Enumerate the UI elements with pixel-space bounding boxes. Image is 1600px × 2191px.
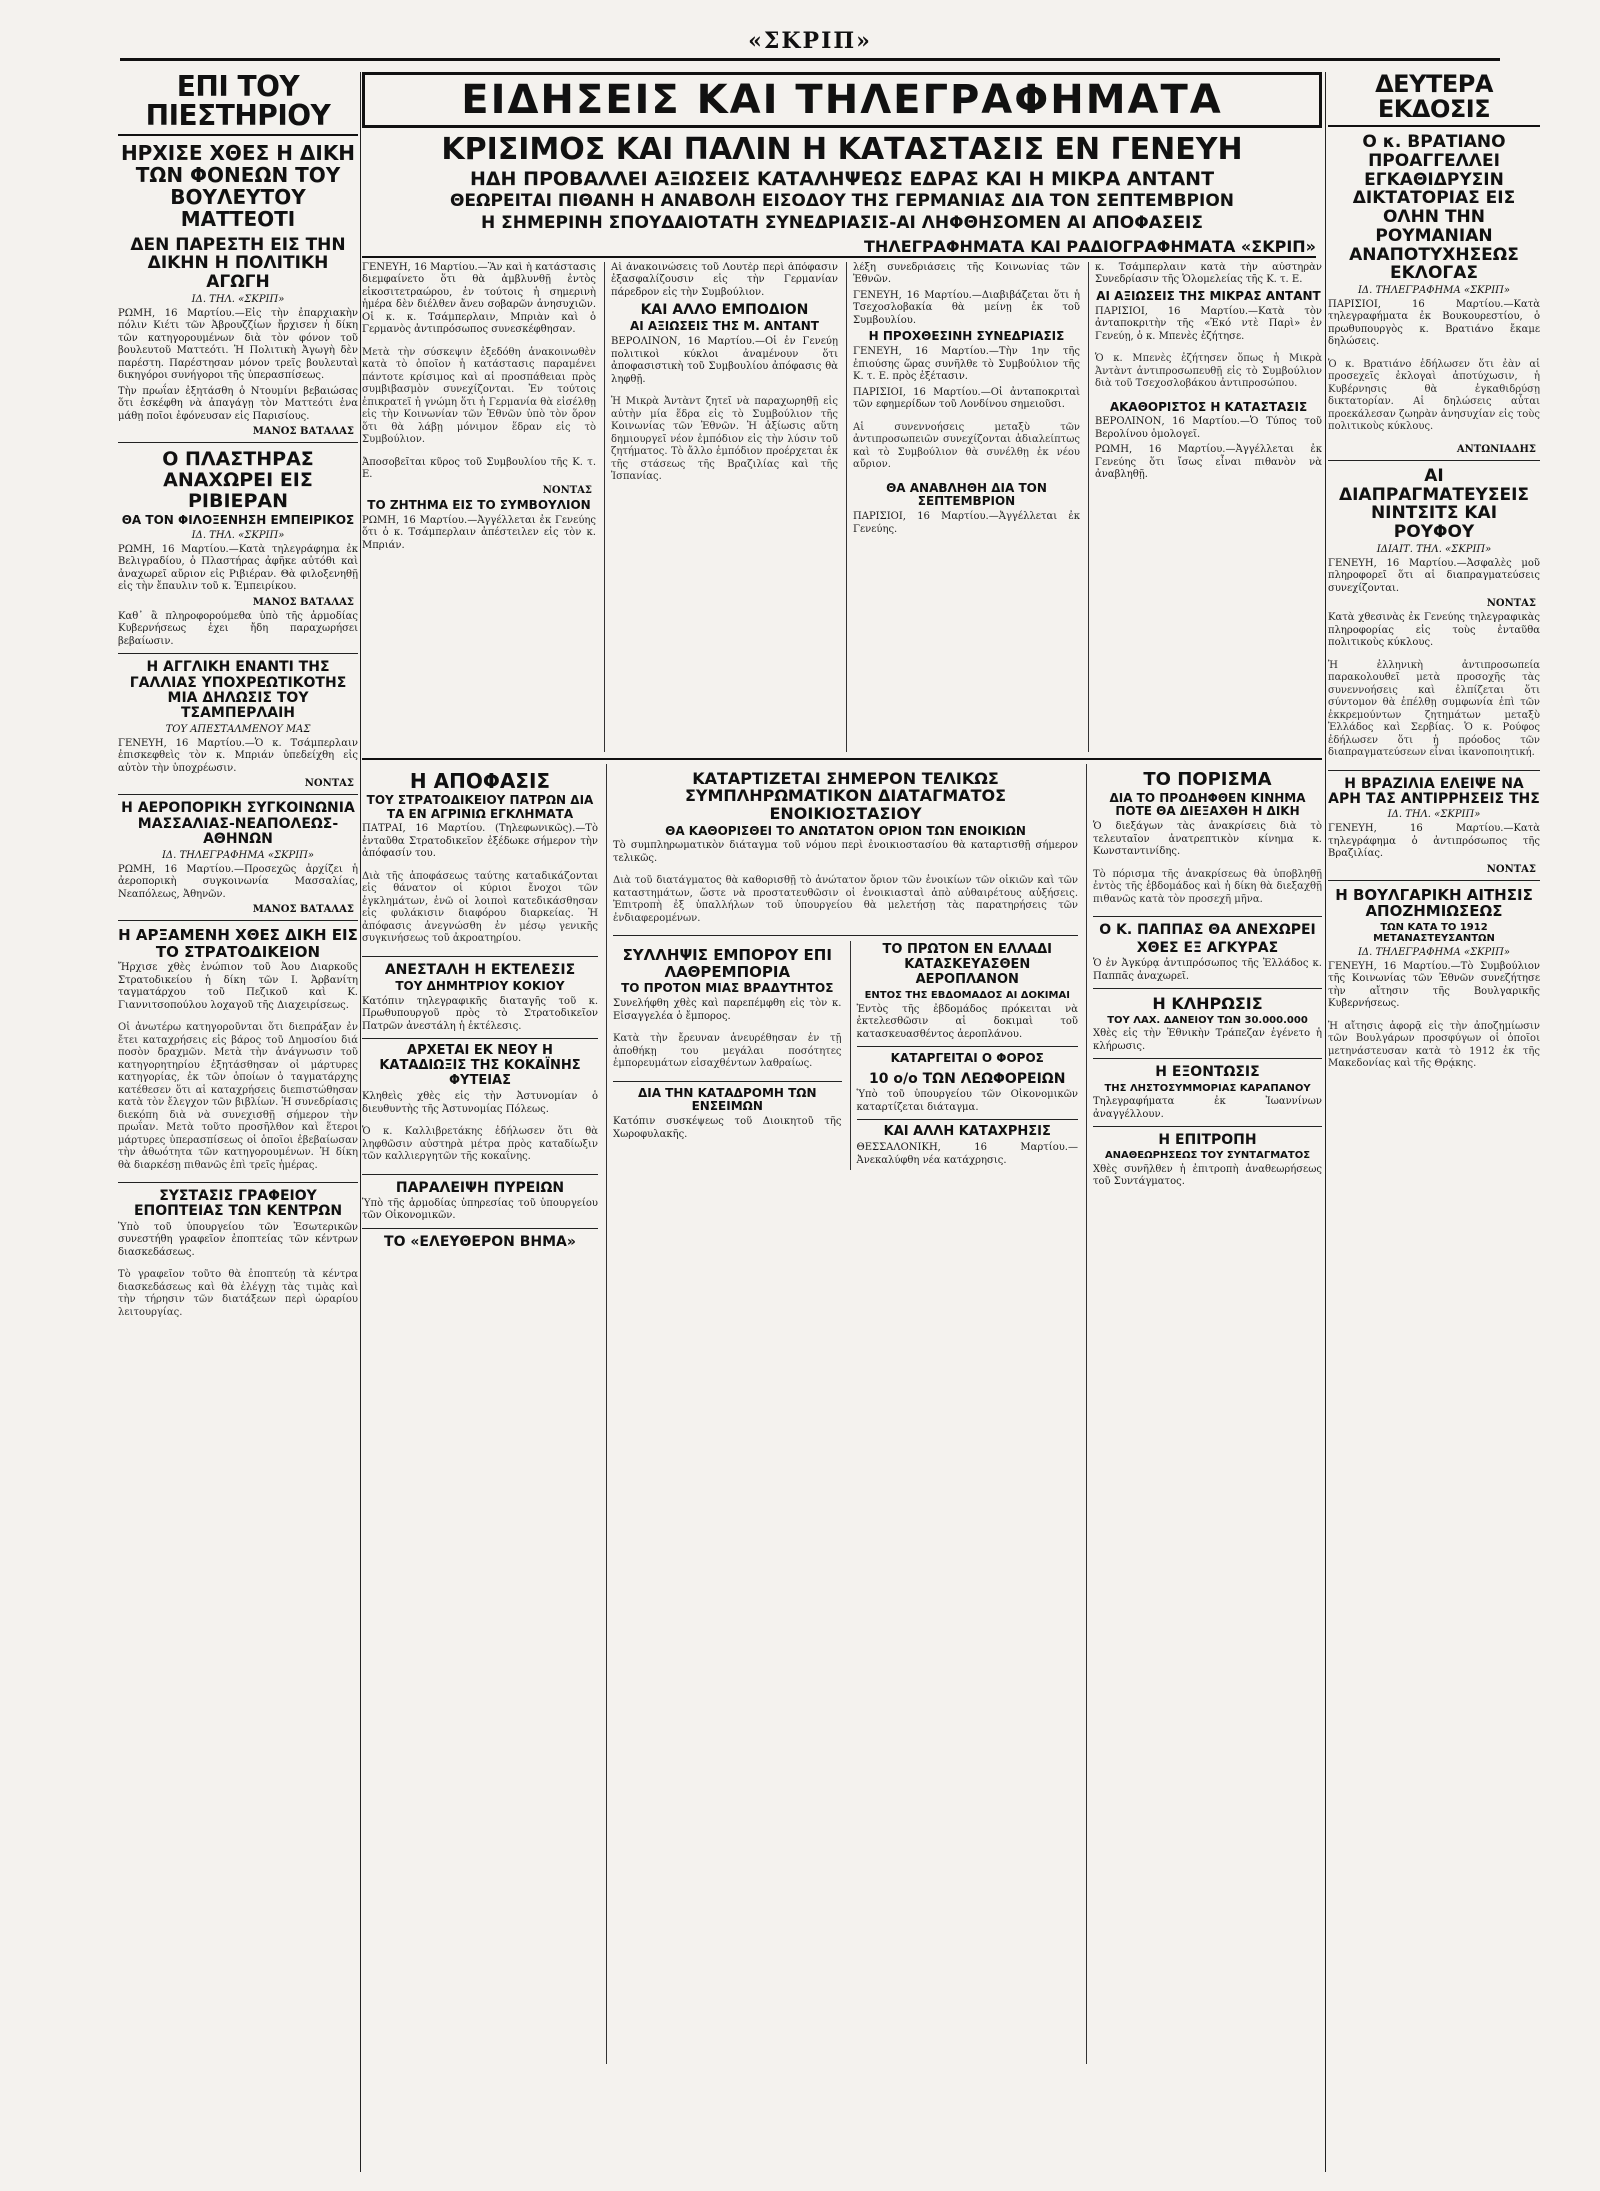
- article-text: Κληθεὶς χθὲς εἰς τὴν Ἀστυνομίαν ὁ διευθυντὴς τῆς Ἀστυνομίας Πόλεως.: [362, 1091, 598, 1115]
- subheadline: 10 ο/ο ΤΩΝ ΛΕΩΦΟΡΕΙΩΝ: [869, 1070, 1066, 1087]
- article-body: Τὸ γραφεῖον τοῦτο θὰ ἐποπτεύῃ τὰ κέντρα διασκεδάσεως καὶ θὰ ἐλέγχῃ τὰς τιμὰς καὶ τὴν τήρησιν τῶν διατάξεων περὶ ὡραρίου λειτουργίας.: [118, 1269, 358, 1318]
- telegram-column: [362, 262, 596, 752]
- right-section-title: ΔΕΥΤΕΡΑ ΕΚΔΟΣΙΣ: [1328, 72, 1540, 127]
- article-body: Διὰ τοῦ διατάγματος θὰ καθορισθῇ τὸ ἀνώτατον ὅριον τῶν ἐνοικίων τῶν οἰκιῶν καὶ τῶν καταστημάτων, ὥστε νὰ προστατευθῶσιν οἱ ἐνοικιασταὶ ἀπὸ αὐθαιρέτους αὐξήσεις. Ἐπιτροπὴ ἐξ ὑπαλλήλων τοῦ ὑπουργείου θὰ μελετήσῃ τὰς παρατηρήσεις τῶν ἐνδιαφερομένων.: [613, 875, 1078, 924]
- left-column: [118, 72, 358, 2172]
- article-text: Τηλεγραφήματα ἐκ Ἰωαννίνων ἀναγγέλλουν.: [1093, 1096, 1322, 1120]
- byline: ΜΑΝΟΣ ΒΑΤΑΛΑΣ: [252, 596, 354, 608]
- headline-tax: ΚΑΤΑΡΓΕΙΤΑΙ Ο ΦΟΡΟΣ: [890, 1051, 1044, 1066]
- article-text: κ. Τσάμπερλαιν κατὰ τὴν αὐστηρὰν Συνεδρίασιν τῆς Ὁλομελείας τῆς Κ. τ. Ε.: [1095, 261, 1322, 286]
- headline-committee: Η ΕΠΙΤΡΟΠΗ: [1158, 1132, 1257, 1149]
- left-section-title: ΕΠΙ ΤΟΥ ΠΙΕΣΤΗΡΙΟΥ: [118, 72, 358, 136]
- headline-pappas: Ο Κ. ΠΑΠΠΑΣ ΘΑ ΑΝΕΧΩΡΕΙ: [1099, 922, 1316, 939]
- article-text: Ὑπὸ τοῦ ὑπουργείου τῶν Ἐσωτερικῶν συνεστήθη γραφεῖον ἐποπτείας τῶν κέντρων διασκεδάσεως.: [118, 1221, 358, 1258]
- headline-court-martial: Η ΑΡΞΑΜΕΝΗ ΧΘΕΣ ΔΙΚΗ ΕΙΣ ΤΟ ΣΤΡΑΤΟΔΙΚΕΙΟΝ: [118, 926, 358, 961]
- divider: [613, 935, 1078, 936]
- main-subheadline: Η ΣΗΜΕΡΙΝΗ ΣΠΟΥΔΑΙΟΤΑΤΗ ΣΥΝΕΔΡΙΑΣΙΣ-ΑΙ ΛΗΦΘΗΣΟΜΕΝ ΑΙ ΑΠΟΦΑΣΕΙΣ: [481, 213, 1203, 234]
- article-text: Τὴν πρωΐαν ἐξητάσθη ὁ Ντουμίνι βεβαιώσας ὅτι ἐσκέφθη νὰ ἀπαγάγῃ τὸν Ματτεότι ἐνα μάθῃ ποῖοι ἐφόνευσαν εἰς Παρισίους.: [118, 385, 358, 422]
- article-text: Χθὲς συνῆλθεν ἡ ἐπιτροπὴ ἀναθεωρήσεως τοῦ Συντάγματος.: [1093, 1163, 1322, 1188]
- masthead-title: «ΣΚΡΙΠ»: [748, 28, 872, 54]
- headline-bandits: Η ΕΞΟΝΤΩΣΙΣ: [1155, 1064, 1260, 1081]
- headline-abuse: ΚΑΙ ΑΛΛΗ ΚΑΤΑΧΡΗΣΙΣ: [883, 1124, 1051, 1140]
- article-text: Τὸ συμπληρωματικὸν διάταγμα τοῦ νόμου περὶ ἐνοικιοστασίου θὰ καταρτισθῇ σήμερον τελικῶς.: [613, 840, 1078, 864]
- main-subheadline: ΗΔΗ ΠΡΟΒΑΛΛΕΙ ΑΞΙΩΣΕΙΣ ΚΑΤΑΛΗΨΕΩΣ ΕΔΡΑΣ ΚΑΙ Η ΜΙΚΡΑ ΑΝΤΑΝΤ: [469, 167, 1215, 190]
- headline-stay: ΑΝΕΣΤΑΛΗ Η ΕΚΤΕΛΕΣΙΣ: [384, 961, 576, 978]
- article-text: Ἐντὸς τῆς ἐβδομάδος πρόκειται νὰ ἐκτελεσθῶσιν αἱ δοκιμαὶ τοῦ κατασκευασθέντος ἀεροπλάνου.: [856, 1003, 1078, 1040]
- article-text: ΓΕΝΕΥΗ, 16 Μαρτίου.—Ἂν καὶ ἡ κατάστασις διεμφαίνετο ὅτι θὰ ἀμβλυνθῇ ἐντὸς εἰκοσιτετραώρου, ἐν τούτοις ἡ σημερινὴ ἡμέρα δὲν διέλθεν ἄνευ σοβαρῶν ἀνησυχιῶν. Οἱ κ. κ. Τσάμπερλαιν, Μπριὰν καὶ ὁ Γερμανὸς ἀντιπρόσωπος συνεσκέφθησαν.: [362, 261, 596, 336]
- article-text: Ὑπὸ τοῦ ὑπουργείου τῶν Οἰκονομικῶν καταρτίζεται διάταγμα.: [856, 1089, 1078, 1113]
- center-column: [362, 72, 1322, 2172]
- byline: ΝΟΝΤΑΣ: [1486, 598, 1536, 610]
- headline-arrest: ΣΥΛΛΗΨΙΣ ΕΜΠΟΡΟΥ ΕΠΙ ΛΑΘΡΕΜΠΟΡΙΑ: [622, 946, 832, 981]
- article-body: Ὁ κ. Μπενὲς ἐζήτησεν ὅπως ἡ Μικρὰ Ἀντὰντ ἀντιπροσωπευθῇ εἰς τὸ Συμβούλιον διὰ τοῦ Τσεχοσλοβάκου ἀντιπροσώπου.: [1095, 353, 1322, 390]
- subheadline: ΑΝΑΘΕΩΡΗΣΕΩΣ ΤΟΥ ΣΥΝΤΑΓΜΑΤΟΣ: [1104, 1150, 1311, 1162]
- divider: [1328, 460, 1540, 461]
- article-text: Ἤρχισε χθὲς ἐνώπιον τοῦ Ἀου Διαρκοῦς Στρατοδικείου ἡ δίκη τῶν Ι. Ἀρβανίτη ταγματάρχου τοῦ Πεζικοῦ καὶ Κ. Γιαννιτσοπούλου λοχαγοῦ τῆς Διαχειρίσεως.: [118, 962, 358, 1011]
- divider: [362, 1174, 598, 1175]
- masthead: [120, 28, 1500, 61]
- byline: ΑΝΤΩΝΙΑΔΗΣ: [1456, 443, 1536, 455]
- headline-matches: ΠΑΡΑΛΕΙΨΗ ΠΥΡΕΙΩΝ: [395, 1179, 565, 1196]
- headline-english-france: Η ΑΓΓΛΙΚΗ ΕΝΑΝΤΙ ΤΗΣ ΓΑΛΛΙΑΣ ΥΠΟΧΡΕΩΤΙΚΟΤΗΣ ΜΙΑ ΔΗΛΩΣΙΣ ΤΟΥ ΤΣΑΜΠΕΡΛΑΙΗ: [129, 659, 347, 722]
- article-text: ΘΕΣΣΑΛΟΝΙΚΗ, 16 Μαρτίου.—Ἀνεκαλύφθη νέα κατάχρησις.: [856, 1142, 1078, 1166]
- right-column: [1328, 72, 1540, 2172]
- article-text: ΡΩΜΗ, 16 Μαρτίου.—Ἀγγέλλεται ἐκ Γενεύης ὅτι ὁ κ. Τσάμπερλαιν ἀπέστειλεν εἰς τὸν κ. Μπριάν.: [362, 514, 596, 551]
- news-banner: ΕΙΔΗΣΕΙΣ ΚΑΙ ΤΗΛΕΓΡΑΦΗΜΑΤΑ: [362, 72, 1322, 128]
- headline-brazil: Η ΒΡΑΖΙΛΙΑ ΕΛΕΙΨΕ ΝΑ ΑΡΗ ΤΑΣ ΑΝΤΙΡΡΗΣΕΙΣ ΤΗΣ: [1328, 775, 1540, 808]
- source-line: ΙΔ. ΤΗΛΕΓΡΑΦΗΜΑ «ΣΚΡΙΠ»: [161, 849, 315, 861]
- byline: ΝΟΝΤΑΣ: [542, 484, 592, 496]
- article-text: ΠΑΤΡΑΙ, 16 Μαρτίου. (Τηλεφωνικῶς).—Τὸ ἐνταῦθα Στρατοδικεῖον ἐξέδωκε σήμερον τὴν ἀπόφασίν του.: [362, 823, 598, 860]
- article-body: Ὁ κ. Καλλιβρετάκης ἐδήλωσεν ὅτι θὰ ληφθῶσιν αὐστηρὰ μέτρα πρὸς καταδίωξιν τῶν καλλιεργητῶν τῆς κοκαΐνης.: [362, 1126, 598, 1163]
- column-rule: [1325, 72, 1326, 2172]
- divider: [857, 1119, 1079, 1120]
- headline-verdict: Η ΑΠΟΦΑΣΙΣ: [409, 768, 551, 793]
- source-line: ΤΟΥ ΑΠΕΣΤΑΛΜΕΝΟΥ ΜΑΣ: [165, 723, 311, 735]
- article-body: Τὸ πόρισμα τῆς ἀνακρίσεως θὰ ὑποβληθῇ ἐντὸς τῆς ἑβδομάδος καὶ ἡ δίκη θὰ διεξαχθῇ πιθανῶς κατὰ τὸν προσεχῆ μῆνα.: [1093, 868, 1322, 905]
- headline-bratianu: Ο κ. ΒΡΑΤΙΑΝΟ ΠΡΟΑΓΓΕΛΛΕΙ ΕΓΚΑΘΙΔΡΥΣΙΝ ΔΙΚΤΑΤΟΡΙΑΣ ΕΙΣ ΟΛΗΝ ΤΗΝ ΡΟΥΜΑΝΙΑΝ ΑΝΑΠΟΤΥΧΗΣΕΩΣ ΕΚΛΟΓΑΣ: [1349, 132, 1519, 284]
- telegram-column: [846, 262, 1080, 752]
- headline-airplane: ΤΟ ΠΡΩΤΟΝ ΕΝ ΕΛΛΑΔΙ ΚΑΤΑΣΚΕΥΑΣΘΕΝ ΑΕΡΟΠΛΑΝΟΝ: [882, 942, 1052, 988]
- article-text: ΓΕΝΕΥΗ, 16 Μαρτίου.—Τὸ Συμβούλιον τῆς Κοινωνίας τῶν Ἐθνῶν συνεζήτησε τὴν αἴτησιν τῆς Βουλγαρικῆς Κυβερνήσεως.: [1328, 960, 1540, 1010]
- subheadline-matteotti: ΔΕΝ ΠΑΡΕΣΤΗ ΕΙΣ ΤΗΝ ΔΙΚΗΝ Η ΠΟΛΙΤΙΚΗ ΑΓΩΓΗ: [130, 234, 346, 293]
- column-rule: [360, 72, 361, 2172]
- divider: [118, 794, 358, 795]
- subheadline: ΤΟΥ ΔΗΜΗΤΡΙΟΥ ΚΟΚΙΟΥ: [395, 978, 565, 993]
- article-text: ΒΕΡΟΛΙΝΟΝ, 16 Μαρτίου.—Οἱ ἐν Γενεύῃ πολιτικοὶ κύκλοι ἀναμένουν ὅτι ἀποφασιστικὴ τοῦ Συμβουλίου ἀπόφασις θὰ ληφθῇ.: [611, 336, 838, 385]
- headline-plastiras: Ο ΠΛΑΣΤΗΡΑΣ ΑΝΑΧΩΡΕΙ ΕΙΣ ΡΙΒΙΕΡΑΝ: [162, 448, 314, 513]
- subheadline: ΤΟΥ ΛΑΧ. ΔΑΝΕΙΟΥ ΤΩΝ 30.000.000: [1107, 1014, 1308, 1026]
- subheadline: ΤΟ ΠΡΟΤΟΝ ΜΙΑΣ ΒΡΑΔΥΤΗΤΟΣ: [621, 981, 834, 996]
- article-text: ΒΕΡΟΛΙΝΟΝ, 16 Μαρτίου.—Ὁ Τύπος τοῦ Βερολίνου ὁμολογεῖ.: [1095, 416, 1322, 440]
- article-body: Ἡ Μικρὰ Ἀντὰντ ζητεῖ νὰ παραχωρηθῇ εἰς αὐτὴν μία ἕδρα εἰς τὸ Συμβούλιον τῆς Κοινωνίας τῶν Ἐθνῶν. Ἡ ἀξίωσις αὕτη δημιουργεῖ νέον ἐμπόδιον εἰς τὴν λύσιν τοῦ ζητήματος. Τὸ ἄλλο ἐμπόδιον προέρχεται ἐκ τῆς στάσεως τῆς Βραζιλίας καὶ τῆς Ἱσπανίας.: [611, 396, 838, 483]
- source-line: ΙΔΙΑΙΤ. ΤΗΛ. «ΣΚΡΙΠ»: [1376, 543, 1492, 555]
- article-body: Διὰ τῆς ἀποφάσεως ταύτης καταδικάζονται εἰς θάνατον οἱ κύριοι ἔνοχοι τῶν ἐγκλημάτων, ἐνῶ οἱ λοιποὶ κατεδικάσθησαν εἰς φυλάκισιν διαφόρου διαρκείας. Ἡ ἀπόφασις ἀνεγνώσθη ἐν μέσῳ γενικῆς συγκινήσεως τοῦ ἀκροατηρίου.: [362, 870, 598, 945]
- article-text: ΠΑΡΙΣΙΟΙ, 16 Μαρτίου.—Ἀγγέλλεται ἐκ Γενεύης.: [853, 511, 1080, 535]
- article-text: ΡΩΜΗ, 16 Μαρτίου.—Προσεχῶς ἀρχίζει ἡ ἀεροπορικὴ συγκοινωνία Μασσαλίας, Νεαπόλεως, Ἀθηνῶν.: [118, 863, 358, 900]
- byline: ΜΑΝΟΣ ΒΑΤΑΛΑΣ: [252, 904, 354, 916]
- source-line: ΙΔ. ΤΗΛ. «ΣΚΡΙΠ»: [191, 293, 285, 305]
- subheadline: ΘΑ ΚΑΘΟΡΙΣΘΕΙ ΤΟ ΑΝΩΤΑΤΟΝ ΟΡΙΟΝ ΤΩΝ ΕΝΟΙΚΙΩΝ: [665, 823, 1026, 838]
- lower-middle-sub: [613, 941, 842, 1170]
- article-text: Κατόπιν τηλεγραφικῆς διαταγῆς τοῦ κ. Πρωθυπουργοῦ πρὸς τὸ Στρατοδικεῖον Πατρῶν ἀνεστάλη ἡ ἐκτέλεσις.: [362, 995, 598, 1032]
- divider: [118, 442, 358, 443]
- article-text: Ὁ ἐν Ἀγκύρᾳ ἀντιπρόσωπος τῆς Ἑλλάδος κ. Παππᾶς ἀναχωρεῖ.: [1093, 958, 1322, 982]
- divider: [118, 920, 358, 921]
- article-text: Συνελήφθη χθὲς καὶ παρεπέμφθη εἰς τὸν κ. Εἰσαγγελέα ὁ ἔμπορος.: [613, 998, 842, 1022]
- main-headline: ΚΡΙΣΙΜΟΣ ΚΑΙ ΠΑΛΙΝ Η ΚΑΤΑΣΤΑΣΙΣ ΕΝ ΓΕΝΕΥΗ: [441, 132, 1243, 167]
- subheadline: ΑΚΑΘΟΡΙΣΤΟΣ Η ΚΑΤΑΣΤΑΣΙΣ: [1109, 399, 1308, 414]
- telegram-columns: [362, 262, 1322, 752]
- article-text: Κατόπιν συσκέψεως τοῦ Διοικητοῦ τῆς Χωροφυλακῆς.: [613, 1116, 842, 1140]
- article-text: Ὑπὸ τῆς ἁρμοδίας ὑπηρεσίας τοῦ ὑπουργείου τῶν Οἰκονομικῶν.: [362, 1197, 598, 1222]
- article-body: Αἱ συνεννοήσεις μεταξὺ τῶν ἀντιπροσωπειῶν συνεχίζονται ἀδιαλείπτως καὶ τὸ Συμβούλιον θὰ συνέλθῃ ἐκ νέου αὔριον.: [853, 421, 1080, 471]
- telegram-column: [1088, 262, 1322, 752]
- divider: [1093, 1126, 1322, 1127]
- lower-right-column: [1086, 764, 1322, 2064]
- source-line: ΙΔ. ΤΗΛΕΓΡΑΦΗΜΑ «ΣΚΡΙΠ»: [1357, 946, 1511, 958]
- subheadline: ΚΑΙ ΑΛΛΟ ΕΜΠΟΔΙΟΝ: [640, 302, 809, 319]
- divider: [362, 956, 598, 957]
- article-text: ΡΩΜΗ, 16 Μαρτίου.—Κατὰ τηλεγράφημα ἐκ Βελιγραδίου, ὁ Πλαστήρας ἀφῆκε αὐτόθι καὶ ἀναχωρεῖ αὔριον εἰς Ριβιέραν. Θὰ φιλοξενηθῇ εἰς τὴν ἔπαυλιν τοῦ κ. Ἐμπειρίκου.: [118, 543, 358, 593]
- subheadline: ΔΙΑ ΤΟ ΠΡΟΔΗΦΘΕΝ ΚΙΝΗΜΑ ΠΟΤΕ ΘΑ ΔΙΕΞΑΧΘΗ Η ΔΙΚΗ: [1109, 790, 1306, 819]
- article-text: Αἱ ἀνακοινώσεις τοῦ Λουτὲρ περὶ ἀπόφασιν ἐξασφαλίζουσιν εἰς τὴν Γερμανίαν πάρεδρον εἰς τὴν Συμβούλιον.: [611, 261, 838, 298]
- headline-lottery: Η ΚΛΗΡΩΣΙΣ: [1152, 994, 1263, 1014]
- headline-negotiations: ΑΙ ΔΙΑΠΡΑΓΜΑΤΕΥΣΕΙΣ ΝΙΝΤΣΙΤΣ ΚΑΙ ΡΟΥΦΟΥ: [1338, 465, 1530, 542]
- subheadline: ΘΑ ΑΝΑΒΛΗΘΗ ΔΙΑ ΤΟΝ ΣΕΠΤΕΜΒΡΙΟΝ: [886, 480, 1047, 509]
- divider: [1093, 916, 1322, 917]
- divider: [1328, 880, 1540, 881]
- subheadline: Η ΠΡΟΧΘΕΣΙΝΗ ΣΥΝΕΔΡΙΑΣΙΣ: [868, 329, 1065, 344]
- subheadline: ΑΙ ΑΞΙΩΣΕΙΣ ΤΗΣ Μ. ΑΝΤΑΝΤ: [629, 319, 819, 334]
- telegram-column: [604, 262, 838, 752]
- article-text: ΡΩΜΗ, 16 Μαρτίου.—Εἰς τὴν ἐπαρχιακὴν πόλιν Κιέτι τῶν Ἀβρουζζίων ἤρχισεν ἡ δίκη τῶν κατηγορουμένων διὰ τὸν φόνον τοῦ βουλευτοῦ Ματτεότι. Ἡ Πολιτικὴ Ἀγωγὴ δὲν παρέστη. Παρέστησαν μόνον τρεῖς βουλευταὶ δικηγόροι συνήγοροι τῆς ὑπερασπίσεως.: [118, 307, 358, 382]
- article-text: ΓΕΝΕΥΗ, 16 Μαρτίου.—Κατὰ τηλεγράφημα ὁ ἀντιπρόσωπος τῆς Βραζιλίας.: [1328, 823, 1540, 860]
- lower-section: [362, 764, 1322, 2064]
- subheadline: ΤΗΣ ΛΗΣΤΟΣΥΜΜΟΡΙΑΣ ΚΑΡΑΠΑΝΟΥ: [1104, 1082, 1311, 1094]
- article-text: Χθὲς εἰς τὴν Ἐθνικὴν Τράπεζαν ἐγένετο ἡ κλήρωσις.: [1093, 1028, 1322, 1052]
- article-text: ΠΑΡΙΣΙΟΙ, 16 Μαρτίου.—Οἱ ἀνταποκριταὶ τῶν εφημερίδων τοῦ Λονδίνου σημειοῦσι.: [853, 386, 1080, 411]
- telegram-header: ΤΗΛΕΓΡΑΦΗΜΑΤΑ ΚΑΙ ΡΑΔΙΟΓΡΑΦΗΜΑΤΑ «ΣΚΡΙΠ»: [362, 237, 1316, 258]
- article-body: Ἡ αἴτησις ἀφορᾷ εἰς τὴν ἀποζημίωσιν τῶν Βουλγάρων προσφύγων οἱ ὁποῖοι μετηνάστευσαν κατὰ τὸ 1912 ἐκ τῆς Μακεδονίας καὶ τῆς Θρᾴκης.: [1328, 1020, 1540, 1070]
- article-body: Ὁ κ. Βρατιάνο ἐδήλωσεν ὅτι ἐὰν αἱ προσεχεῖς ἐκλογαὶ ἀποτύχωσιν, ἡ Κυβέρνησις θὰ ἐγκαθιδρύσῃ δικτατορίαν. Αἱ δηλώσεις αὗται προεκάλεσαν ζωηρὰν ἀνησυχίαν εἰς τοὺς πολιτικοὺς κύκλους.: [1328, 358, 1540, 433]
- divider: [118, 1182, 358, 1183]
- subheadline-plastiras: ΘΑ ΤΟΝ ΦΙΛΟΞΕΝΗΣΗ ΕΜΠΕΙΡΙΚΟΣ: [121, 513, 355, 528]
- article-text: Κατὰ χθεσινὰς ἐκ Γενεύης τηλεγραφικὰς πληροφορίας εἰς τοὺς ἐνταῦθα πολιτικοὺς κύκλους.: [1328, 612, 1540, 649]
- source-line: ΙΔ. ΤΗΛ. «ΣΚΡΙΠ»: [191, 529, 285, 541]
- divider: [857, 1046, 1079, 1047]
- lower-middle-column: [606, 764, 1078, 2064]
- divider: [613, 1081, 842, 1082]
- article-body: Κατὰ τὴν ἔρευναν ἀνευρέθησαν ἐν τῇ ἀποθήκῃ του μεγάλαι ποσότητες ἐμπορευμάτων εἰσαχθέντων λαθραίως.: [613, 1033, 842, 1070]
- article-text: ΓΕΝΕΥΗ, 16 Μαρτίου.—Ὁ κ. Τσάμπερλαιν ἐπισκεφθεὶς τὸν κ. Μπριάν ὑπεδείχθη εἰς αὐτὸν τὴν ὑποχρέωσιν.: [118, 737, 358, 774]
- article-text: ΠΑΡΙΣΙΟΙ, 16 Μαρτίου.—Κατὰ τὸν ἀνταποκριτὴν τῆς «Ἐκό ντὲ Παρὶ» ἐν Γενεύῃ, ὁ κ. Μπενὲς ἐζήτησε.: [1095, 305, 1322, 342]
- subheadline: ΤΩΝ ΚΑΤΑ ΤΟ 1912 ΜΕΤΑΝΑΣΤΕΥΣΑΝΤΩΝ: [1373, 921, 1495, 945]
- article-body: Μετὰ τὴν σύσκεψιν ἐξεδόθη ἀνακοινωθὲν κατὰ τὸ ὁποῖον ἡ κατάστασις παραμένει πάντοτε κρίσιμος καὶ αἱ προσπάθειαι πρὸς συμβιβασμὸν συνεχίζονται. Ἐν τούτοις ἐπικρατεῖ ἡ γνώμη ὅτι ἡ Γερμανία θὰ εἰσέλθῃ εἰς τὴν Κοινωνίαν τῶν Ἐθνῶν ὑπὸ τὸν ὅρον ὅτι θὰ λάβῃ μόνιμον ἕδραν εἰς τὸ Συμβούλιον.: [362, 346, 596, 446]
- divider: [1328, 770, 1540, 771]
- article-text: λέξη συνεδριάσεις τῆς Κοινωνίας τῶν Ἐθνῶν.: [853, 261, 1080, 286]
- byline: ΜΑΝΟΣ ΒΑΤΑΛΑΣ: [252, 426, 354, 438]
- subheadline: ΤΟΥ ΣΤΡΑΤΟΔΙΚΕΙΟΥ ΠΑΤΡΩΝ ΔΙΑ ΤΑ ΕΝ ΑΓΡΙΝΙΩ ΕΓΚΛΗΜΑΤΑ: [366, 792, 594, 821]
- headline-rent-decree: ΚΑΤΑΡΤΙΖΕΤΑΙ ΣΗΜΕΡΟΝ ΤΕΛΙΚΩΣ ΣΥΜΠΛΗΡΩΜΑΤΙΚΟΝ ΔΙΑΤΑΓΜΑΤΟΣ ΕΝΟΙΚΙΟΣΤΑΣΙΟΥ: [684, 768, 1007, 823]
- headline-matteotti: ΗΡΧΙΣΕ ΧΘΕΣ Η ΔΙΚΗ ΤΩΝ ΦΟΝΕΩΝ ΤΟΥ ΒΟΥΛΕΥΤΟΥ ΜΑΤΤΕΟΤΙ: [120, 140, 356, 231]
- article-text: ΡΩΜΗ, 16 Μαρτίου.—Ἀγγέλλεται ἐκ Γενεύης ὅτι ἴσως εἶναι πιθανὸν νὰ ἀναβληθῇ.: [1095, 444, 1322, 481]
- article-text: Ἀποσοβεῖται κῦρος τοῦ Συμβουλίου τῆς Κ. τ. Ε.: [362, 456, 596, 481]
- divider: [118, 653, 358, 654]
- headline-bulgarian-claim: Η ΒΟΥΛΓΑΡΙΚΗ ΑΙΤΗΣΙΣ ΑΠΟΖΗΜΙΩΣΕΩΣ: [1335, 885, 1533, 921]
- byline: ΝΟΝΤΑΣ: [304, 778, 354, 790]
- lower-left-column: [362, 764, 598, 2064]
- article-body: Ἡ ἑλληνικὴ ἀντιπροσωπεία παρακολουθεῖ μετὰ προσοχῆς τὰς συνεννοήσεις καὶ ἐλπίζεται ὅτι σύντομον θὰ ἐπέλθῃ συμφωνία ἐπὶ τῶν ἐκκρεμούντων ζητημάτων μεταξὺ Ἑλλάδος καὶ Σερβίας. Ὁ κ. Ρούφος ἐδήλωσεν ὅτι ἡ πρόοδος τῶν διαπραγματεύσεων εἶναι ἱκανοποιητική.: [1328, 659, 1540, 759]
- divider: [1093, 1058, 1322, 1059]
- subheadline: ΤΟ ΖΗΤΗΜΑ ΕΙΣ ΤΟ ΣΥΜΒΟΥΛΙΟΝ: [367, 497, 591, 512]
- source-line: ΙΔ. ΤΗΛ. «ΣΚΡΙΠ»: [1387, 809, 1481, 821]
- headline-finding: ΤΟ ΠΟΡΙΣΜΑ: [1143, 768, 1272, 790]
- headline-air-link: Η ΑΕΡΟΠΟΡΙΚΗ ΣΥΓΚΟΙΝΩΝΙΑ ΜΑΣΣΑΛΙΑΣ-ΝΕΑΠΟΛΕΩΣ-ΑΘΗΝΩΝ: [121, 800, 355, 848]
- headline-vima: ΤΟ «ΕΛΕΥΘΕΡΟΝ ΒΗΜΑ»: [384, 1233, 576, 1250]
- article-text: ΓΕΝΕΥΗ, 16 Μαρτίου.—Ἀσφαλὲς μοῦ πληροφορεῖ ὅτι αἱ διαπραγματεύσεις συνεχίζονται.: [1328, 557, 1540, 594]
- article-text: Καθ᾽ ἃ πληροφορούμεθα ὑπὸ τῆς ἀρμοδίας Κυβερνήσεως ἐχει ἤδη παραχωρήσει βεβαίωσιν.: [118, 610, 358, 647]
- subheadline: ΕΝΤΟΣ ΤΗΣ ΕΒΔΟΜΑΔΟΣ ΑΙ ΔΟΚΙΜΑΙ: [864, 990, 1070, 1002]
- divider: [362, 1038, 598, 1039]
- article-text: ΓΕΝΕΥΗ, 16 Μαρτίου.—Διαβιβάζεται ὅτι ἡ Τσεχοσλοβακία θὰ μείνῃ ἐκ τοῦ Συμβουλίου.: [853, 289, 1080, 326]
- lower-middle-split: [613, 941, 1078, 1170]
- headline-raid: ΔΙΑ ΤΗΝ ΚΑΤΑΔΡΟΜΗ ΤΩΝ ΕΝΣΕΙΜΩΝ: [637, 1085, 817, 1114]
- source-line: ΙΔ. ΤΗΛΕΓΡΑΦΗΜΑ «ΣΚΡΙΠ»: [1357, 284, 1511, 296]
- byline: ΝΟΝΤΑΣ: [1486, 863, 1536, 875]
- headline-cocaine: ΑΡΧΕΤΑΙ ΕΚ ΝΕΟΥ Η ΚΑΤΑΔΙΩΞΙΣ ΤΗΣ ΚΟΚΑΪΝΗΣ ΦΥΤΕΙΑΣ: [379, 1043, 581, 1089]
- article-text: Ὁ διεξάγων τὰς ἀνακρίσεις διὰ τὸ τελευταῖον ἀνατρεπτικὸν κίνημα κ. Κωνσταντινίδης.: [1093, 821, 1322, 858]
- divider: [1093, 988, 1322, 989]
- headline-bureau: ΣΥΣΤΑΣΙΣ ΓΡΑΦΕΙΟΥ ΕΠΟΠΤΕΙΑΣ ΤΩΝ ΚΕΝΤΡΩΝ: [133, 1188, 343, 1220]
- subheadline: ΧΘΕΣ ΕΞ ΑΓΚΥΡΑΣ: [1136, 940, 1279, 957]
- lower-middle-sub: [850, 941, 1079, 1170]
- article-body: Οἱ ἀνωτέρω κατηγοροῦνται ὅτι διεπράξαν ἐν ἔτει καταχρήσεις εἰς βάρος τοῦ Δημοσίου διά ποσὸν δραχμῶν. Μετὰ τὴν ἀνάγνωσιν τοῦ κατηγορητηρίου ἐξητάσθησαν οἱ μάρτυρες κατηγορίας, ἐκ τῶν ὁποίων ὁ ταγματάρχης κατέθεσεν ὅτι αἱ καταχρήσεις διεπιστώθησαν κατὰ τὸν ἔλεγχον τῶν βιβλίων. Ἡ συνεδρίασις διεκόπη διὰ νὰ συνεχισθῇ σήμερον τὴν πρωΐαν. Μετὰ τοῦτο προσῆλθον καὶ ἕτεροι μάρτυρες ὑπερασπίσεως οἱ ὁποῖοι ἐβεβαίωσαν τὴν ἀθωότητα τῶν κατηγορουμένων. Ἡ δίκη θὰ διαρκέσῃ πιθανῶς ἐπὶ τρεῖς ἡμέρας.: [118, 1022, 358, 1171]
- article-text: ΠΑΡΙΣΙΟΙ, 16 Μαρτίου.—Κατὰ τηλεγραφήματα ἐκ Βουκουρεστίου, ὁ πρωθυπουργὸς κ. Βρατιάνο ἔκαμε δηλώσεις.: [1328, 298, 1540, 348]
- main-subheadline: ΘΕΩΡΕΙΤΑΙ ΠΙΘΑΝΗ Η ΑΝΑΒΟΛΗ ΕΙΣΟΔΟΥ ΤΗΣ ΓΕΡΜΑΝΙΑΣ ΔΙΑ ΤΟΝ ΣΕΠΤΕΜΒΡΙΟΝ: [449, 191, 1234, 212]
- article-text: ΓΕΝΕΥΗ, 16 Μαρτίου.—Τὴν 1ην τῆς ἐπιούσης ὥρας συνῆλθε τὸ Συμβούλιον τῆς Κ. τ. Ε. πρὸς ἐξέτασιν.: [853, 346, 1080, 383]
- divider: [362, 1228, 598, 1229]
- subheadline: ΑΙ ΑΞΙΩΣΕΙΣ ΤΗΣ ΜΙΚΡΑΣ ΑΝΤΑΝΤ: [1096, 288, 1321, 303]
